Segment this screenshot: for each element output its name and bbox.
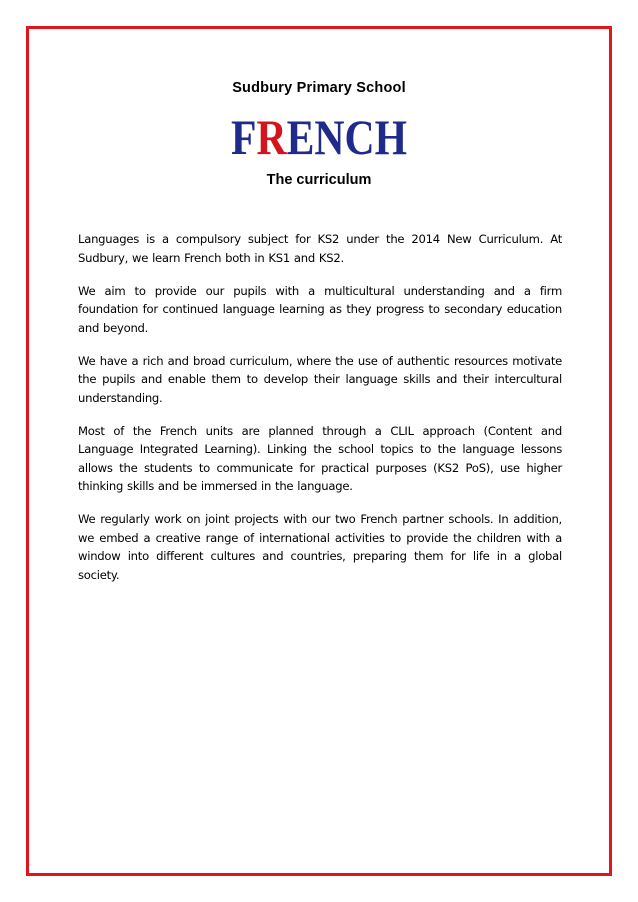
curriculum-heading: The curriculum — [266, 172, 372, 188]
paragraph-5: We regularly work on joint projects with our two French partner schools. In addition, we embed a creative range of international activities to provide the children with a window into different cultures and countries, preparing them for life in a global society. — [78, 512, 562, 582]
logo-wordmark — [231, 109, 432, 165]
french-logo — [229, 109, 432, 165]
body-text — [78, 230, 562, 599]
logo-letter-r: R — [256, 109, 293, 165]
paragraph-3: We have a rich and broad curriculum, where the use of authentic resources motivate the pupils and enable them to develop their language skills and their intercultural understanding. — [78, 353, 562, 405]
paragraph-4: Most of the French units are planned through a CLIL approach (Content and Language Integrated Learning). Linking the school topics to the language lessons allows the students to communicate for practical purposes (KS2 PoS), use higher thinking skills and be immersed in the language. — [78, 423, 562, 493]
logo-letter-f: F — [231, 109, 262, 165]
logo-letters-ench: ENCH — [286, 109, 432, 165]
school-title: Sudbury Primary School — [232, 80, 406, 96]
paragraph-2: We aim to provide our pupils with a multicultural understanding and a firm foundation for continued language learning as they progress to secondary education and beyond. — [78, 283, 562, 335]
paragraph-1: Languages is a compulsory subject for KS2 under the 2014 New Curriculum. At Sudbury, we learn French both in KS1 and KS2. — [78, 232, 562, 265]
